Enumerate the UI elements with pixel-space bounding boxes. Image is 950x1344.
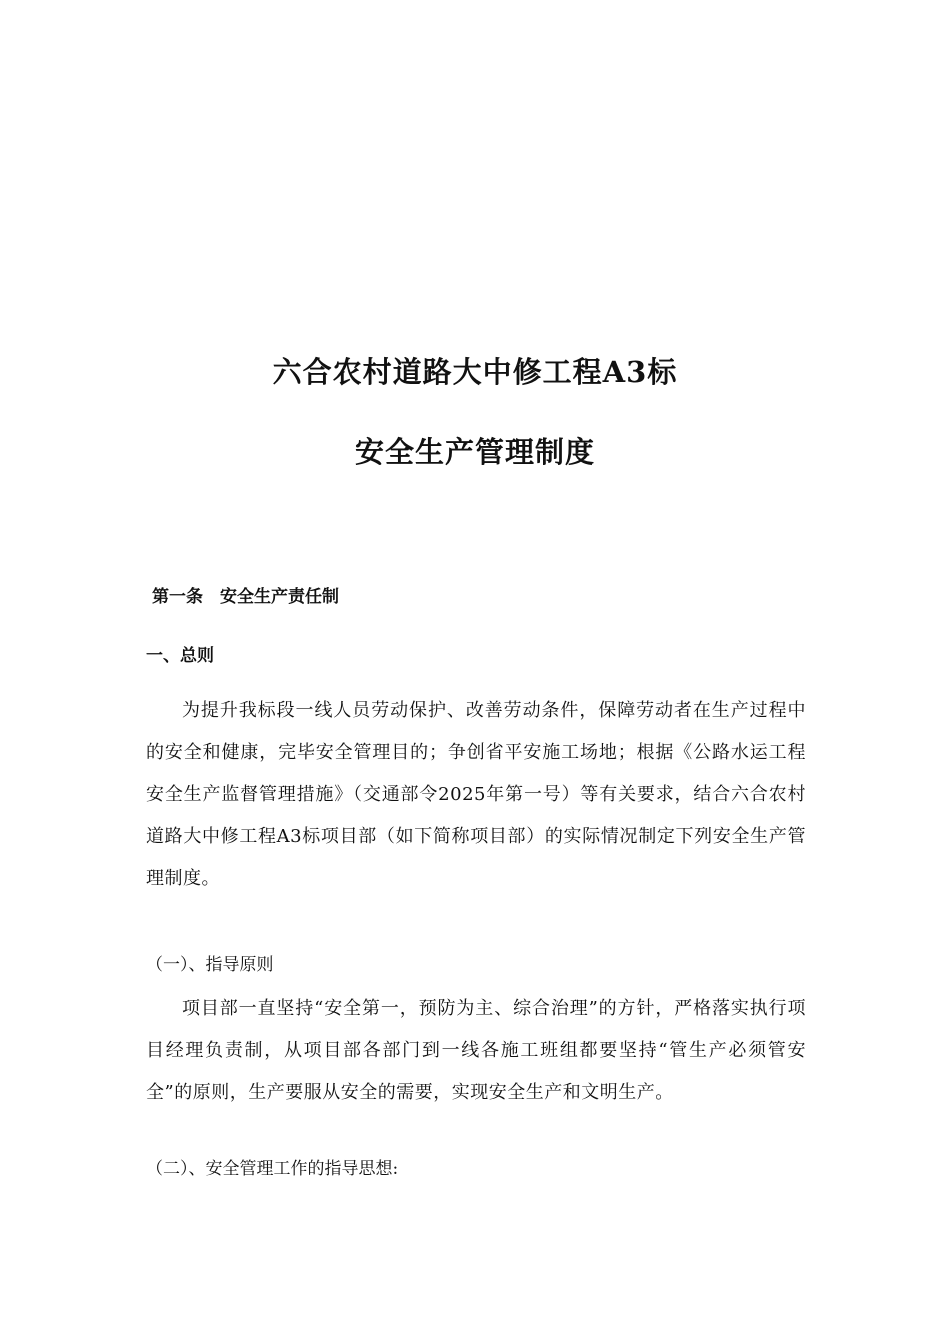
subheading-guiding-principles: （一）、指导原则 bbox=[146, 955, 274, 975]
paragraph-general-principles: 为提升我标段一线人员劳动保护、改善劳动条件，保障劳动者在生产过程中的安全和健康，完毕安全管理目的；争创省平安施工场地；根据《公路水运工程安全生产监督管理措施》（交通部令2025年第一号）等有关要求，结合六合农村道路大中修工程A3标项目部（如下简称项目部）的实际情况制定下列安全生产管理制度。 bbox=[146, 700, 806, 889]
document-title-line1: 六合农村道路大中修工程A3标 bbox=[272, 355, 678, 389]
article-heading: 第一条 安全生产责任制 bbox=[152, 587, 339, 607]
document-title-line2: 安全生产管理制度 bbox=[354, 435, 595, 469]
paragraph-guiding-principles: 项目部一直坚持“安全第一，预防为主、综合治理”的方针，严格落实执行项目经理负责制，从项目部各部门到一线各施工班组都要坚持“管生产必须管安全”的原则，生产要服从安全的需要，实现安全生产和文明生产。 bbox=[146, 998, 806, 1103]
subheading-guiding-ideology: （二）、安全管理工作的指导思想: bbox=[146, 1159, 399, 1179]
section-heading: 一、总则 bbox=[146, 646, 214, 666]
